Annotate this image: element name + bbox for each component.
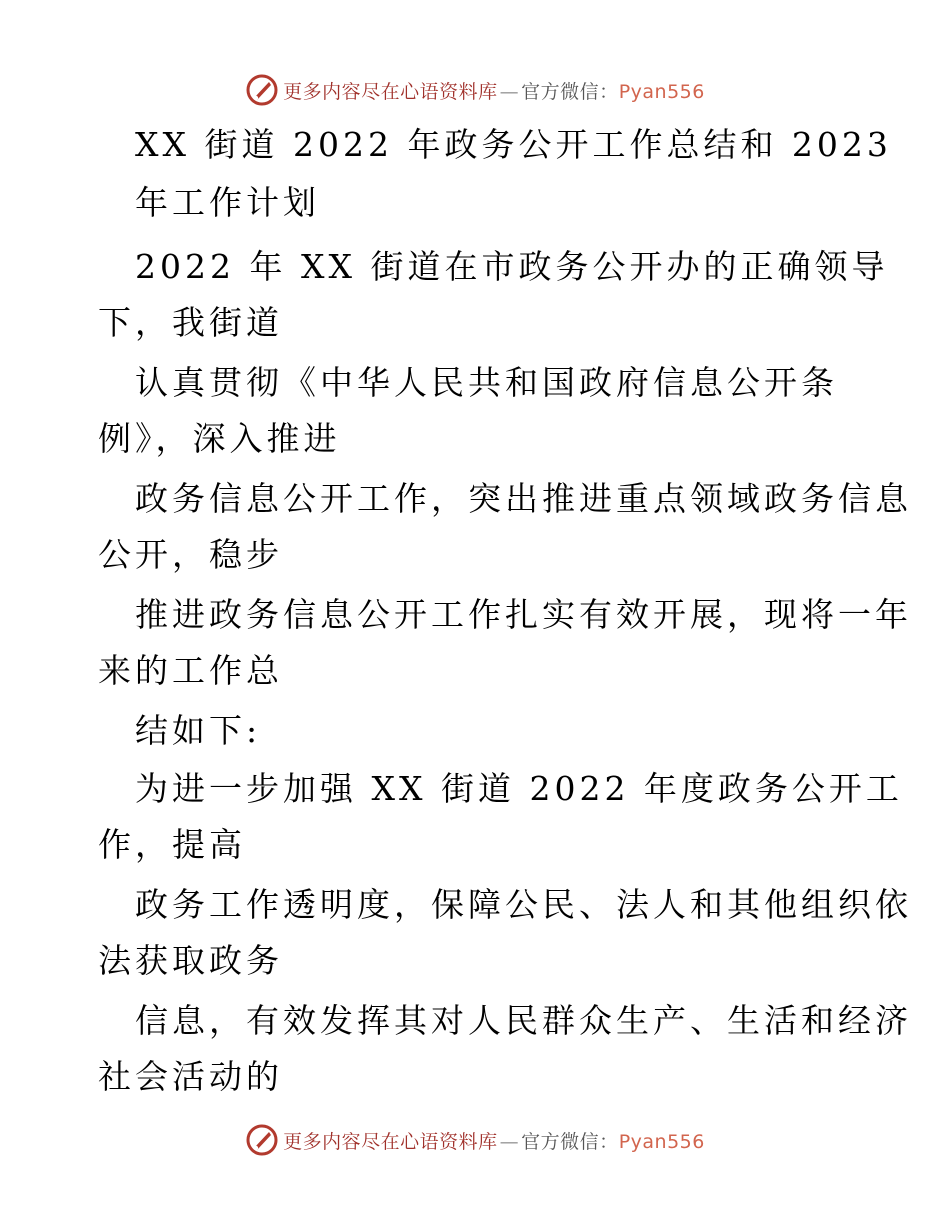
paragraph-line: 信息，有效发挥其对人民群众生产、生活和经济 — [135, 1001, 912, 1040]
document-title-line-2: 年工作计划 — [135, 183, 320, 222]
banner-separator: — — [499, 1130, 520, 1153]
quill-logo-icon — [245, 1123, 279, 1157]
paragraph-line: 2022 年 XX 街道在市政务公开办的正确领导 — [135, 247, 889, 286]
header-banner — [0, 68, 950, 112]
paragraph-line: 社会活动的 — [98, 1057, 283, 1096]
banner-title: 更多内容尽在心语资料库 — [283, 80, 498, 103]
footer-banner — [0, 1118, 950, 1162]
document-title-line-1: XX 街道 2022 年政务公开工作总结和 2023 — [135, 125, 892, 164]
banner-wechat-label: 官方微信： — [521, 1130, 619, 1153]
banner-wechat-label: 官方微信： — [521, 80, 619, 103]
paragraph-line: 为进一步加强 XX 街道 2022 年度政务公开工 — [135, 769, 903, 808]
paragraph-line: 政务信息公开工作，突出推进重点领域政务信息 — [135, 479, 912, 518]
paragraph-line: 例》，深入推进 — [98, 419, 341, 458]
paragraph-line: 作，提高 — [98, 825, 246, 864]
banner-title: 更多内容尽在心语资料库 — [283, 1130, 498, 1153]
paragraph-line: 结如下: — [135, 711, 262, 750]
quill-logo-icon — [245, 73, 279, 107]
banner-separator: — — [499, 80, 520, 103]
paragraph-line: 下，我街道 — [98, 303, 283, 342]
header-banner-text — [283, 77, 705, 104]
banner-wechat-id: Pyan556 — [618, 1130, 705, 1153]
paragraph-line: 推进政务信息公开工作扎实有效开展，现将一年 — [135, 595, 912, 634]
paragraph-line: 法获取政务 — [98, 941, 283, 980]
paragraph-line: 公开，稳步 — [98, 535, 283, 574]
banner-wechat-id: Pyan556 — [618, 80, 705, 103]
paragraph-line: 来的工作总 — [98, 651, 283, 690]
paragraph-line: 政务工作透明度，保障公民、法人和其他组织依 — [135, 885, 912, 924]
paragraph-line: 认真贯彻《中华人民共和国政府信息公开条 — [135, 363, 838, 402]
footer-banner-text — [283, 1127, 705, 1154]
